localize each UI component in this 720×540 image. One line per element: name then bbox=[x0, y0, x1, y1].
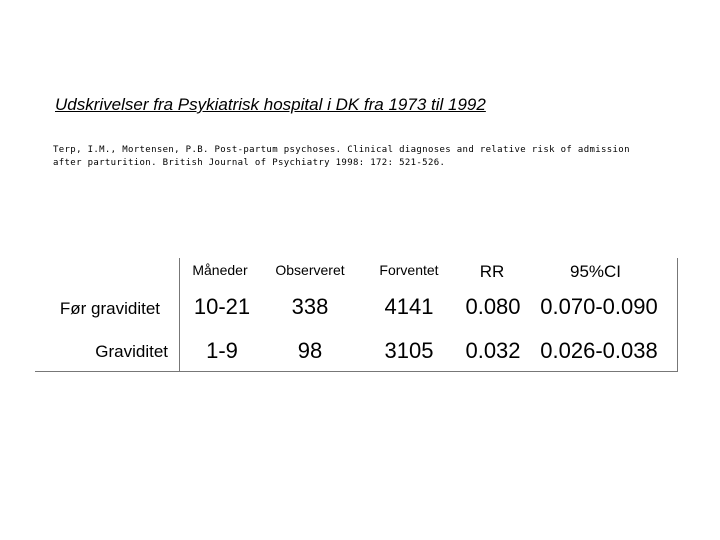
cell-months: 1-9 bbox=[206, 338, 238, 363]
cell-months: 10-21 bbox=[193, 294, 251, 319]
column-divider bbox=[677, 258, 678, 372]
header-95ci: 95%CI bbox=[569, 262, 622, 281]
header-rr: RR bbox=[479, 262, 505, 281]
header-forventet: Forventet bbox=[379, 262, 439, 278]
cell-observed: 338 bbox=[291, 294, 329, 319]
reference-citation: Terp, I.M., Mortensen, P.B. Post-partum psychoses. Clinical diagnoses and relative risk of admission after parturition. British Journal of Psychiatry 1998: 172: 521-526. bbox=[53, 145, 630, 168]
row-label-graviditet: Graviditet bbox=[95, 342, 168, 361]
cell-ci: 0.070-0.090 bbox=[540, 294, 658, 319]
cell-rr: 0.032 bbox=[465, 338, 521, 363]
slide-title: Udskrivelser fra Psykiatrisk hospital i DK fra 1973 til 1992 bbox=[55, 95, 486, 114]
cell-ci: 0.026-0.038 bbox=[540, 338, 658, 363]
cell-expected: 3105 bbox=[384, 338, 434, 363]
row-label-foer-graviditet: Før graviditet bbox=[59, 299, 160, 318]
cell-rr: 0.080 bbox=[465, 294, 521, 319]
column-divider bbox=[179, 258, 180, 372]
header-maaneder: Måneder bbox=[192, 262, 248, 278]
cell-observed: 98 bbox=[297, 338, 323, 363]
cell-expected: 4141 bbox=[384, 294, 434, 319]
table-bottom-border bbox=[35, 371, 678, 372]
header-observeret: Observeret bbox=[275, 262, 345, 278]
